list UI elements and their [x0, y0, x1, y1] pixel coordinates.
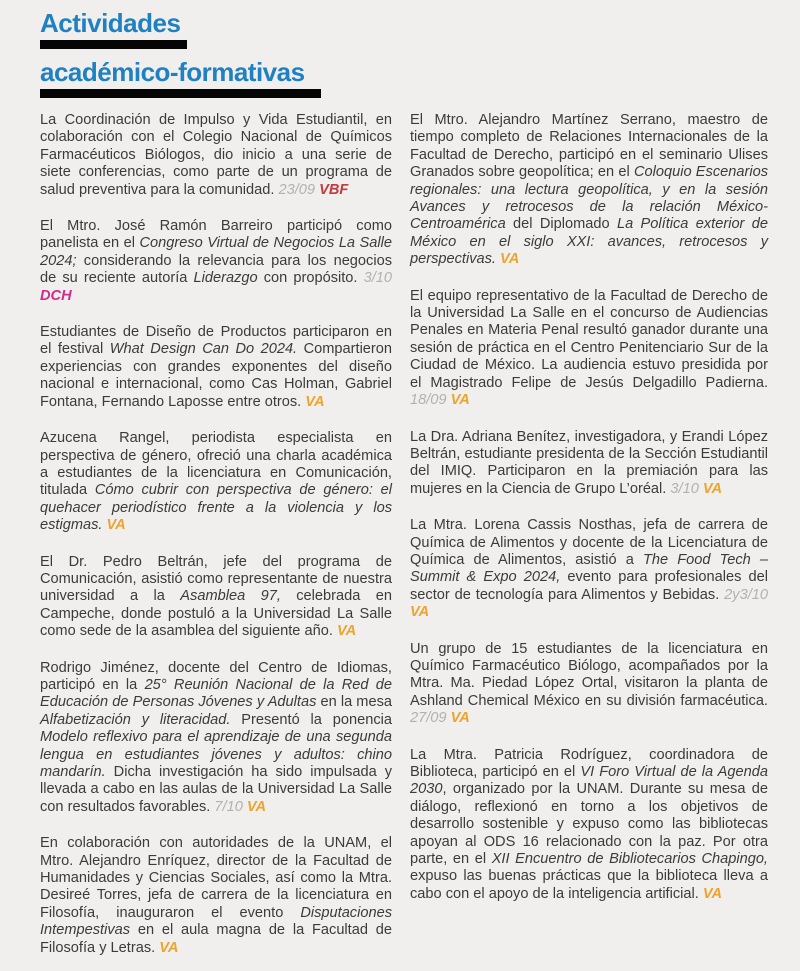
article-date: 7/10 — [214, 798, 243, 815]
article-text: considerando la relevancia para los negocios de su reciente autoría — [40, 252, 392, 287]
article-text: En colaboración con autoridades de la UNAM, el Mtro. Alejandro Enríquez, director de la Facultad de Humanidades y Ciencias Sociales, así como la Mtra. Desireé Torres, jefa de carrera de la licenciatura en Filosofía, inauguraron el evento — [40, 835, 392, 921]
article-date: 2y3/10 — [724, 586, 768, 603]
page-title-line-2: académico-formativas — [40, 57, 305, 87]
article-paragraph — [40, 835, 392, 957]
article-paragraph — [40, 554, 392, 641]
title-underline-bar — [40, 40, 187, 49]
article-credit-initials: VA — [450, 392, 470, 409]
article-text: Presentó la ponencia — [230, 711, 392, 728]
article-date: 3/10 — [670, 480, 699, 497]
article-text: Dicha investigación ha sido impulsada y llevada a cabo en las aulas de la Universidad La Salle con resultados favorables. — [40, 764, 392, 815]
article-text: en la mesa — [316, 694, 392, 711]
article-date: 27/09 — [410, 710, 447, 727]
article-text: Un grupo de 15 estudiantes de la licenciatura en Químico Farmacéutico Biólogo, acompañados por la Mtra. Ma. Piedad López Ortal, visitaron la planta de Ashland Chemical México en su división farmacéutica. — [410, 640, 768, 709]
article-text-italic: Congreso Virtual de Negocios La Salle 2024; — [40, 235, 392, 269]
article-text: El Mtro. Alejandro Martínez Serrano, maestro de tiempo completo de Relaciones Internacionales de la Facultad de Derecho, participó en el seminario Ulises Granados sobre geopolítica; en el — [410, 112, 768, 181]
title-underline-bar — [40, 89, 321, 98]
article-date: 3/10 — [363, 270, 392, 287]
article-paragraph — [40, 430, 392, 534]
article-text-italic: The Food Tech – Summit & Expo 2024, — [410, 551, 768, 586]
article-credit-initials: VA — [305, 393, 325, 410]
right-column — [410, 112, 768, 903]
article-text: La Dra. Adriana Benítez, investigadora, y Erandi López Beltrán, estudiante presidenta de la Sección Estudiantil del IMIQ. Participaron en la premiación para las mujeres en la Ciencia de Grupo L’oréal. — [410, 428, 768, 497]
article-credit-initials: VA — [450, 710, 470, 727]
article-text-italic: VI Foro Virtual de la Agenda 2030 — [410, 764, 768, 798]
article-text: celebrada en Campeche, donde postuló a la Universidad La Salle como sede de la asamblea del siguiente año. — [40, 588, 392, 640]
article-text-italic: La Política exterior de México en el siglo XXI: avances, retrocesos y perspectivas. — [410, 216, 768, 268]
two-column-body — [40, 112, 768, 957]
article-text-italic: Disputaciones Intempestivas — [40, 904, 392, 939]
article-text: Rodrigo Jiménez, docente del Centro de Idiomas, participó en la — [40, 659, 392, 693]
section-header — [40, 10, 768, 98]
article-text: evento para profesionales del sector de tecnología para Alimentos y Bebidas. — [410, 569, 768, 603]
article-text: expuso las buenas prácticas que la biblioteca lleva a cabo con el apoyo de la inteligencia artificial. — [410, 868, 768, 902]
article-text-italic: Asamblea 97, — [180, 588, 281, 605]
article-text: Compartieron experiencias con grandes exponentes del diseño nacional e internacional, como Cas Holman, Gabriel Fontana, Fernando Laposse entre otros. — [40, 341, 393, 410]
article-text: en el aula magna de la Facultad de Filosofía y Letras. — [40, 922, 392, 956]
article-paragraph — [410, 112, 768, 269]
article-paragraph — [410, 429, 768, 499]
article-credit-initials: VA — [159, 939, 179, 956]
article-credit-initials: VA — [500, 251, 520, 268]
article-credit-initials: DCH — [40, 287, 72, 304]
article-text-italic: 25° Reunión Nacional de la Red de Educación de Personas Jóvenes y Adultas — [40, 676, 392, 711]
article-text-italic: XII Encuentro de Bibliotecarios Chapingo, — [491, 851, 768, 868]
article-text: El Dr. Pedro Beltrán, jefe del programa de Comunicación, asistió como representante de nuestra universidad a la — [40, 553, 392, 605]
article-credit-initials: VA — [702, 885, 723, 902]
article-text: , organizado por la UNAM. Durante su mesa de diálogo, reflexionó en torno a los objetivos de desarrollo sostenible y expuso como las bibliotecas apoyan al ODS 16 relacionado con la paz. Por otra parte, en el — [410, 781, 768, 868]
article-text: La Coordinación de Impulso y Vida Estudiantil, en colaboración con el Colegio Nacional de Químicos Farmacéuticos Biólogos, dio inicio a una serie de siete conferencias, como parte de un programa de salud preventiva para la comunidad. — [40, 112, 392, 198]
article-text: Estudiantes de Diseño de Productos participaron en el festival — [40, 324, 392, 358]
article-paragraph — [40, 218, 392, 305]
article-credit-initials: VA — [336, 623, 357, 640]
article-text-italic: Alfabetización y literacidad. — [40, 711, 231, 728]
article-paragraph — [40, 324, 392, 411]
article-credit-initials: VA — [410, 604, 430, 621]
article-text-italic: What Design Can Do 2024. — [109, 341, 298, 358]
article-date: 18/09 — [410, 392, 447, 409]
article-credit-initials: VA — [106, 517, 126, 534]
article-paragraph — [410, 288, 768, 410]
article-text: La Mtra. Patricia Rodríguez, coordinadora de Biblioteca, participó en el — [410, 746, 768, 780]
article-credit-initials: VBF — [319, 181, 349, 198]
left-column — [40, 112, 392, 957]
article-paragraph — [40, 112, 392, 199]
article-text-italic: Liderazgo — [193, 270, 258, 287]
article-text-italic: Modelo reflexivo para el aprendizaje de una segunda lengua en estudiantes jóvenes y adultos: chino mandarín. — [40, 729, 392, 780]
article-paragraph — [40, 660, 392, 817]
article-credit-initials: VA — [702, 480, 723, 497]
article-text: con propósito. — [257, 270, 364, 287]
article-text: El equipo representativo de la Facultad de Derecho de la Universidad La Salle en el concurso de Audiencias Penales en Materia Penal resultó ganador durante una sesión de práctica en el Centro Penitenciario Sur de la Ciudad de México. La audiencia estuvo presidida por el Magistrado Felipe de Jesús Delgadillo Padierna. — [410, 287, 768, 391]
article-text: La Mtra. Lorena Cassis Nosthas, jefa de carrera de Química de Alimentos y docente de la Licenciatura de Química de Alimentos, asistió a — [410, 517, 768, 568]
article-text-italic: Coloquio Escenarios regionales: una lectura geopolítica, y en la sesión Avances y retrocesos de la relación México-Centroamérica — [410, 164, 768, 233]
article-text: El Mtro. José Ramón Barreiro participó como panelista en el — [40, 218, 392, 252]
article-paragraph — [410, 747, 768, 904]
article-text-italic: Cómo cubrir con perspectiva de género: el quehacer periodístico frente a la violencia y los estigmas. — [40, 482, 392, 534]
article-date: 23/09 — [278, 181, 316, 198]
article-text: del Diplomado — [505, 216, 617, 233]
article-text: Azucena Rangel, periodista especialista en perspectiva de género, ofreció una charla académica a estudiantes de la licenciatura en Comunicación, titulada — [40, 430, 392, 499]
article-paragraph — [410, 641, 768, 728]
article-paragraph — [410, 517, 768, 621]
page-title-line-1: Actividades — [40, 8, 181, 38]
article-credit-initials: VA — [246, 798, 267, 815]
